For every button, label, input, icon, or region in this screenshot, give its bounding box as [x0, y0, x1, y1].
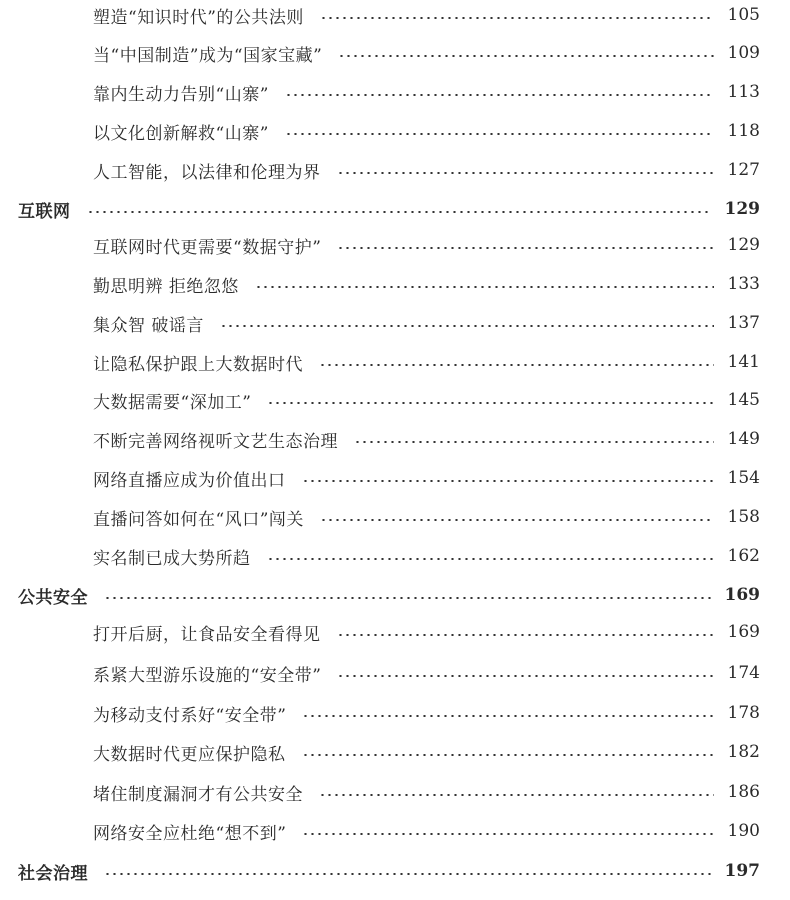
page-number: 182	[727, 742, 760, 762]
page-number: 178	[727, 703, 760, 723]
page-number: 113	[727, 82, 760, 102]
toc-section	[0, 856, 790, 886]
dot-leader	[87, 211, 711, 213]
toc-entry	[0, 347, 790, 377]
toc-entry	[0, 816, 790, 846]
dot-leader	[104, 597, 711, 599]
entry-title: 系紧大型游乐设施的“安全带”	[93, 665, 322, 686]
toc-section	[0, 580, 790, 610]
toc-entry	[0, 77, 790, 107]
entry-title: 勤思明辨 拒绝忽悠	[93, 276, 239, 297]
page-number: 129	[727, 235, 760, 255]
page-number: 158	[727, 507, 760, 527]
entry-title: 堵住制度漏洞才有公共安全	[93, 784, 303, 805]
dot-leader	[302, 480, 714, 482]
page-number: 141	[727, 352, 760, 372]
dot-leader	[285, 133, 714, 135]
toc-entry	[0, 308, 790, 338]
dot-leader	[337, 634, 714, 636]
entry-title: 当“中国制造”成为“国家宝藏”	[93, 45, 323, 66]
dot-leader	[337, 172, 714, 174]
dot-leader	[302, 715, 713, 717]
toc-entry	[0, 698, 790, 728]
dot-leader	[320, 17, 714, 19]
entry-title: 不断完善网络视听文艺生态治理	[93, 431, 338, 452]
dot-leader	[302, 833, 713, 835]
page-number: 169	[727, 622, 760, 642]
page-number: 169	[724, 585, 760, 605]
toc-entry	[0, 424, 790, 454]
toc-entry	[0, 385, 790, 415]
dot-leader	[267, 402, 713, 404]
entry-title: 大数据时代更应保护隐私	[93, 744, 286, 765]
toc-entry	[0, 617, 790, 647]
toc-entry	[0, 463, 790, 493]
dot-leader	[320, 519, 714, 521]
dot-leader	[104, 873, 711, 875]
page-number: 154	[727, 468, 760, 488]
entry-title: 以文化创新解救“山寨”	[93, 123, 269, 144]
entry-title: 集众智 破谣言	[93, 315, 204, 336]
entry-title: 实名制已成大势所趋	[93, 548, 251, 569]
entry-title: 互联网时代更需要“数据守护”	[93, 237, 322, 258]
entry-title: 靠内生动力告别“山寨”	[93, 84, 269, 105]
toc-entry	[0, 116, 790, 146]
toc-entry	[0, 502, 790, 532]
section-title: 社会治理	[18, 863, 88, 884]
entry-title: 打开后厨，让食品安全看得见	[93, 624, 321, 645]
entry-title: 网络直播应成为价值出口	[93, 470, 286, 491]
page-number: 145	[727, 390, 760, 410]
dot-leader	[255, 286, 714, 288]
dot-leader	[302, 754, 714, 756]
page-number: 133	[727, 274, 760, 294]
dot-leader	[337, 247, 713, 249]
page-number: 190	[727, 821, 760, 841]
toc-entry	[0, 230, 790, 260]
entry-title: 塑造“知识时代”的公共法则	[93, 7, 304, 28]
dot-leader	[285, 94, 714, 96]
page-number: 174	[727, 663, 760, 683]
toc-entry	[0, 541, 790, 571]
dot-leader	[220, 325, 714, 327]
toc-entry	[0, 38, 790, 68]
dot-leader	[319, 794, 714, 796]
dot-leader	[338, 55, 713, 57]
page-number: 109	[727, 43, 760, 63]
section-title: 公共安全	[18, 587, 88, 608]
page-number: 105	[727, 5, 760, 25]
page-number: 118	[727, 121, 760, 141]
toc-entry	[0, 269, 790, 299]
dot-leader	[354, 441, 714, 443]
page-number: 127	[727, 160, 760, 180]
toc-entry	[0, 155, 790, 185]
entry-title: 直播问答如何在“风口”闯关	[93, 509, 304, 530]
page-number: 162	[727, 546, 760, 566]
page-number: 186	[727, 782, 760, 802]
entry-title: 网络安全应杜绝“想不到”	[93, 823, 287, 844]
entry-title: 让隐私保护跟上大数据时代	[93, 354, 303, 375]
dot-leader	[337, 675, 713, 677]
section-title: 互联网	[18, 201, 71, 222]
page-number: 197	[724, 861, 760, 881]
entry-title: 大数据需要“深加工”	[93, 392, 252, 413]
dot-leader	[267, 558, 714, 560]
dot-leader	[319, 364, 714, 366]
toc-entry	[0, 737, 790, 767]
page-number: 137	[727, 313, 760, 333]
toc-section	[0, 194, 790, 224]
toc-entry	[0, 777, 790, 807]
toc-entry	[0, 0, 790, 30]
entry-title: 人工智能，以法律和伦理为界	[93, 162, 321, 183]
page-number: 149	[727, 429, 760, 449]
entry-title: 为移动支付系好“安全带”	[93, 705, 287, 726]
page-number: 129	[724, 199, 760, 219]
toc-entry	[0, 658, 790, 688]
